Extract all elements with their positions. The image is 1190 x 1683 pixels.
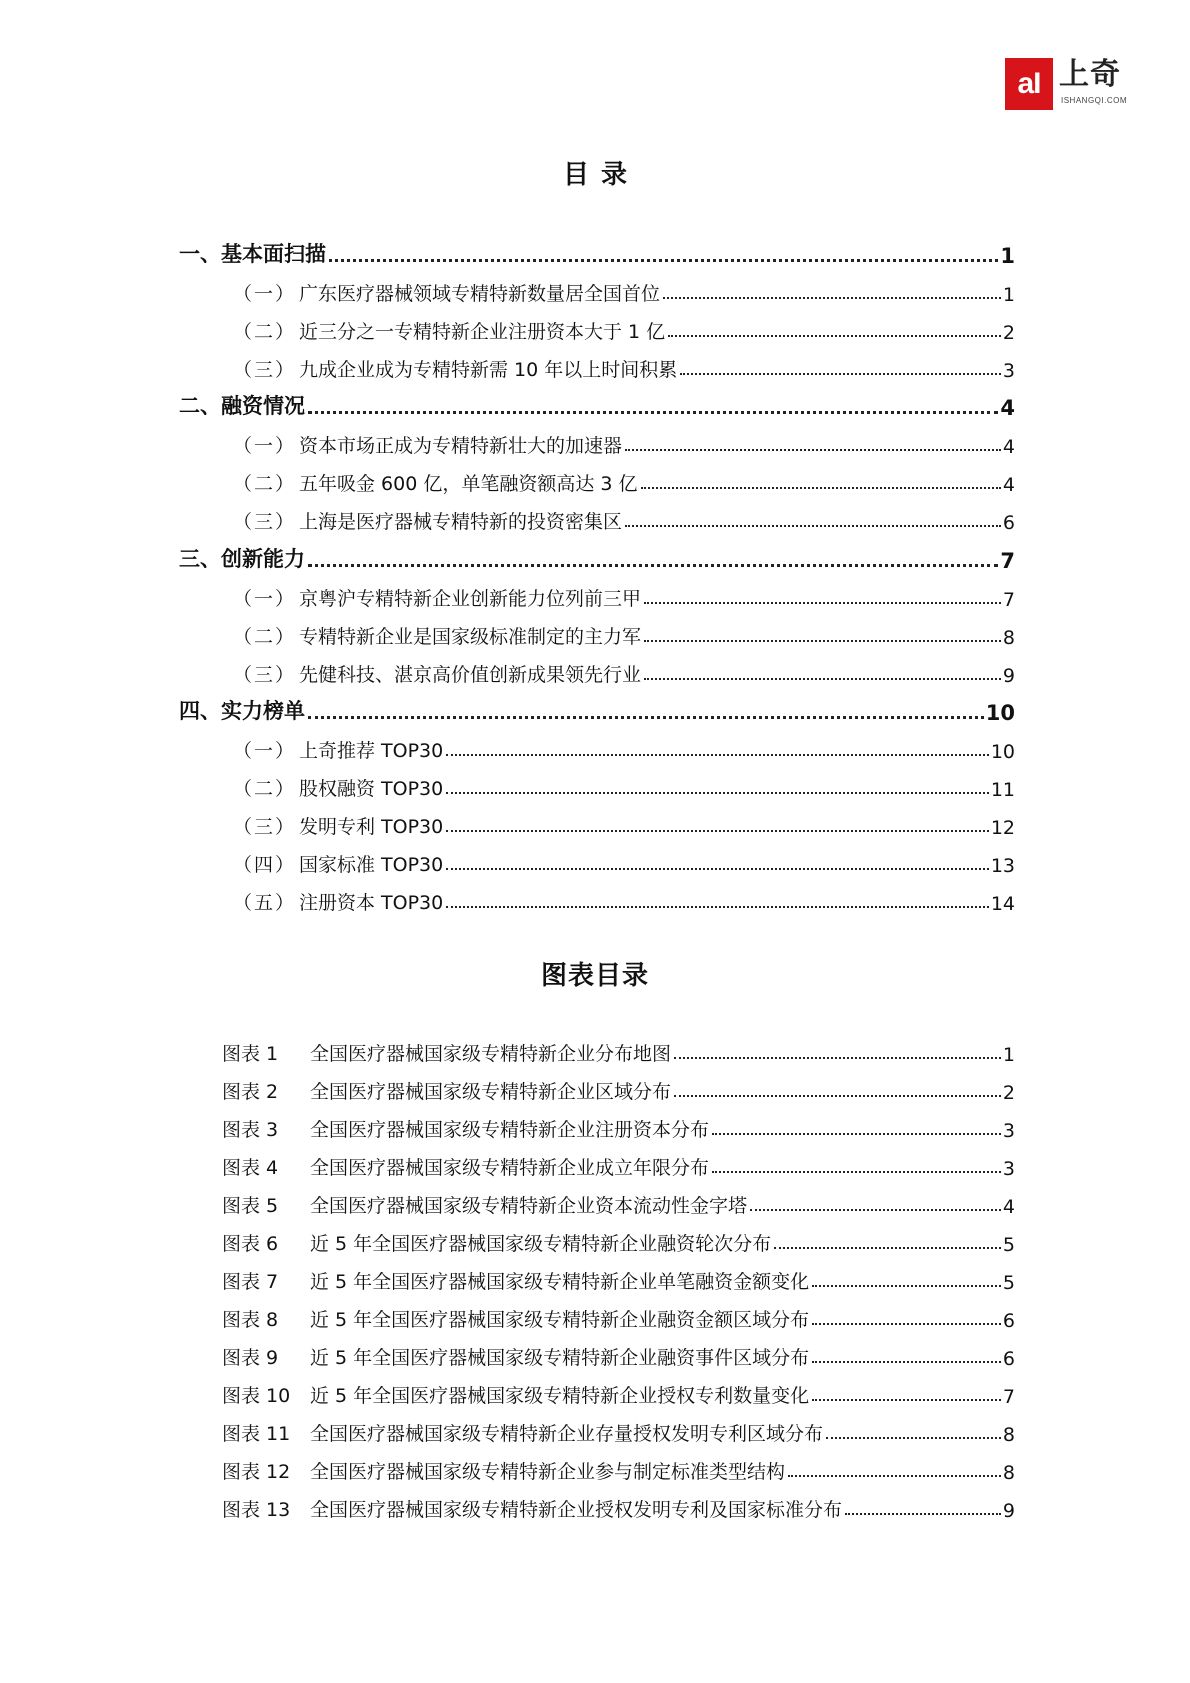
figure-page-number: 4 [1002, 1196, 1015, 1218]
toc-page-number: 6 [1002, 512, 1015, 534]
toc-subsection[interactable] [179, 268, 1015, 306]
toc-page-number: 2 [1002, 321, 1015, 344]
toc-section[interactable] [179, 382, 1015, 421]
figure-page-number: 3 [1002, 1120, 1015, 1142]
figure-entry[interactable] [222, 1066, 1015, 1104]
toc-page-number: 11 [990, 779, 1015, 801]
toc-subsection-title: 近三分之一专精特新企业注册资本大于 1 亿 [299, 320, 666, 343]
toc-page-number: 7 [1000, 548, 1015, 573]
dot-leader [644, 640, 1001, 642]
toc-subsection-title: 上海是医疗器械专精特新的投资密集区 [299, 511, 623, 533]
dot-leader [812, 1361, 1001, 1363]
toc-subsection-title: 注册资本 TOP30 [299, 892, 444, 914]
toc-subsection[interactable] [179, 496, 1015, 534]
figure-title: 全国医疗器械国家级专精特新企业分布地图 [310, 1043, 672, 1065]
figure-title: 近 5 年全国医疗器械国家级专精特新企业单笔融资金额变化 [310, 1271, 810, 1293]
toc-section-number: 一、 [179, 241, 221, 266]
figure-number: 图表 9 [222, 1347, 279, 1369]
toc-subsection[interactable] [179, 839, 1015, 877]
dot-leader [625, 525, 1001, 527]
toc-section-number: 四、 [179, 699, 221, 723]
toc-section-number: 二、 [179, 394, 221, 418]
toc-subsection-number: （三） [233, 663, 297, 686]
figure-page-number: 6 [1002, 1310, 1015, 1332]
dot-leader [446, 906, 989, 908]
toc-subsection-title: 先健科技、湛京高价值创新成果领先行业 [299, 663, 642, 686]
toc-subsection-number: （一） [233, 282, 297, 305]
dot-leader [712, 1171, 1001, 1173]
toc-subsection-title: 五年吸金 600 亿，单笔融资额高达 3 亿 [299, 473, 638, 495]
toc-section[interactable] [179, 687, 1015, 726]
figure-entry[interactable] [222, 1256, 1015, 1294]
toc-subsection[interactable] [179, 611, 1015, 649]
figure-entry[interactable] [222, 1028, 1015, 1066]
toc-page-number: 1 [1000, 243, 1015, 268]
dot-leader [446, 830, 989, 832]
dot-leader [845, 1513, 1001, 1515]
dot-leader [712, 1133, 1001, 1135]
toc-subsection[interactable] [179, 763, 1015, 801]
toc-page-number: 9 [1002, 664, 1015, 687]
toc-subsection-number: （二） [233, 625, 297, 648]
logo-url: ISHANGQI.COM [1061, 96, 1128, 105]
toc-subsection-number: （一） [233, 740, 297, 762]
figure-page-number: 9 [1002, 1500, 1015, 1522]
figure-page-number: 6 [1002, 1348, 1015, 1370]
figure-entry[interactable] [222, 1370, 1015, 1408]
figure-number: 图表 12 [222, 1461, 291, 1483]
figure-title: 全国医疗器械国家级专精特新企业存量授权发明专利区域分布 [310, 1423, 824, 1445]
toc-page-number: 4 [1002, 474, 1015, 496]
toc-subsection-number: （三） [233, 358, 297, 381]
figure-page-number: 8 [1002, 1462, 1015, 1484]
figure-page-number: 5 [1002, 1234, 1015, 1256]
dot-leader [644, 602, 1001, 604]
dot-leader [750, 1209, 1001, 1211]
figure-number: 图表 3 [222, 1119, 279, 1141]
figure-number: 图表 13 [222, 1499, 291, 1521]
toc-page-number: 10 [985, 701, 1015, 725]
figure-entry[interactable] [222, 1142, 1015, 1180]
figure-page-number: 8 [1002, 1424, 1015, 1446]
toc-subsection[interactable] [179, 344, 1015, 382]
dot-leader [812, 1285, 1001, 1287]
toc-subsection-number: （五） [233, 892, 297, 914]
dot-leader [788, 1475, 1001, 1477]
toc-subsection[interactable] [179, 458, 1015, 496]
figure-number: 图表 2 [222, 1081, 279, 1103]
dot-leader [308, 716, 984, 719]
figure-page-number: 7 [1002, 1386, 1015, 1408]
toc-subsection[interactable] [179, 877, 1015, 915]
toc-page-number: 12 [990, 817, 1015, 839]
dot-leader [774, 1247, 1001, 1249]
figure-title: 近 5 年全国医疗器械国家级专精特新企业授权专利数量变化 [310, 1385, 810, 1407]
figure-number: 图表 10 [222, 1385, 291, 1407]
figure-page-number: 1 [1002, 1044, 1015, 1066]
dot-leader [663, 297, 1001, 299]
figure-title: 全国医疗器械国家级专精特新企业区域分布 [310, 1081, 672, 1103]
dot-leader [668, 335, 1001, 337]
toc-page-number: 3 [1002, 359, 1015, 382]
figure-entry[interactable] [222, 1446, 1015, 1484]
figure-list-heading: 图表目录 [540, 961, 649, 991]
logo-name: 上奇 [1059, 57, 1121, 92]
figure-list [222, 1028, 1015, 1522]
toc-subsection-title: 发明专利 TOP30 [299, 816, 444, 838]
dot-leader [446, 792, 989, 794]
figure-entry[interactable] [222, 1180, 1015, 1218]
dot-leader [812, 1399, 1001, 1401]
toc-subsection-title: 京粤沪专精特新企业创新能力位列前三甲 [299, 587, 642, 610]
dot-leader [644, 678, 1001, 680]
figure-title: 近 5 年全国医疗器械国家级专精特新企业融资轮次分布 [310, 1233, 772, 1255]
toc-section-title: 基本面扫描 [221, 241, 326, 266]
toc-section[interactable] [179, 534, 1015, 573]
toc-subsection-number: （三） [233, 511, 297, 533]
logo-mark: aI [1005, 58, 1053, 110]
toc-subsection-number: （二） [233, 320, 297, 343]
toc-page-number: 8 [1002, 626, 1015, 649]
dot-leader [826, 1437, 1001, 1439]
figure-entry[interactable] [222, 1484, 1015, 1522]
toc-subsection-number: （一） [233, 587, 297, 610]
dot-leader [308, 411, 998, 414]
toc-subsection[interactable] [179, 420, 1015, 458]
figure-entry[interactable] [222, 1332, 1015, 1370]
toc-page-number: 13 [990, 855, 1015, 877]
toc-page-number: 1 [1002, 283, 1015, 306]
figure-number: 图表 5 [222, 1195, 279, 1217]
figure-title: 近 5 年全国医疗器械国家级专精特新企业融资金额区域分布 [310, 1309, 810, 1331]
toc-subsection-title: 资本市场正成为专精特新壮大的加速器 [299, 435, 623, 457]
figure-title: 全国医疗器械国家级专精特新企业成立年限分布 [310, 1157, 710, 1179]
logo [1005, 56, 1135, 114]
figure-title: 全国医疗器械国家级专精特新企业注册资本分布 [310, 1119, 710, 1141]
figure-entry[interactable] [222, 1104, 1015, 1142]
toc-section-title: 创新能力 [221, 546, 305, 571]
figure-title: 全国医疗器械国家级专精特新企业参与制定标准类型结构 [310, 1461, 786, 1483]
figure-page-number: 3 [1002, 1158, 1015, 1180]
toc-subsection-number: （一） [233, 435, 297, 457]
figure-number: 图表 11 [222, 1423, 291, 1445]
dot-leader [446, 868, 989, 870]
toc-subsection-title: 广东医疗器械领域专精特新数量居全国首位 [299, 282, 661, 305]
toc-section-title: 融资情况 [221, 394, 305, 418]
dot-leader [308, 564, 998, 567]
toc-subsection-number: （四） [233, 854, 297, 876]
dot-leader [625, 449, 1001, 451]
toc-subsection[interactable] [179, 573, 1015, 611]
figure-title: 近 5 年全国医疗器械国家级专精特新企业融资事件区域分布 [310, 1347, 810, 1369]
toc-subsection[interactable] [179, 801, 1015, 839]
dot-leader [680, 373, 1001, 375]
figure-number: 图表 1 [222, 1043, 279, 1065]
figure-number: 图表 6 [222, 1233, 279, 1255]
toc-heading: 目录 [562, 160, 639, 190]
toc-page-number: 14 [990, 893, 1015, 915]
figure-number: 图表 7 [222, 1271, 279, 1293]
toc-subsection-number: （二） [233, 473, 297, 495]
figure-number: 图表 8 [222, 1309, 279, 1331]
dot-leader [674, 1057, 1001, 1059]
toc-subsection-title: 国家标准 TOP30 [299, 854, 444, 876]
toc-subsection-number: （三） [233, 816, 297, 838]
toc-page-number: 4 [1002, 436, 1015, 458]
dot-leader [812, 1323, 1001, 1325]
toc-subsection-title: 上奇推荐 TOP30 [299, 740, 444, 762]
toc-section-title: 实力榜单 [221, 699, 305, 723]
toc-page-number: 4 [1000, 396, 1015, 420]
toc-subsection[interactable] [179, 725, 1015, 763]
toc-page-number: 10 [990, 741, 1015, 763]
figure-entry[interactable] [222, 1408, 1015, 1446]
figure-entry[interactable] [222, 1218, 1015, 1256]
dot-leader [446, 754, 989, 756]
figure-page-number: 5 [1002, 1272, 1015, 1294]
toc-subsection[interactable] [179, 649, 1015, 687]
dot-leader [641, 487, 1001, 489]
figure-number: 图表 4 [222, 1157, 279, 1179]
dot-leader [674, 1095, 1001, 1097]
toc-section-number: 三、 [179, 546, 221, 571]
toc-subsection-title: 九成企业成为专精特新需 10 年以上时间积累 [299, 358, 678, 381]
toc-subsection-title: 股权融资 TOP30 [299, 778, 444, 800]
dot-leader [329, 259, 998, 262]
figure-page-number: 2 [1002, 1082, 1015, 1104]
toc-list [179, 229, 1015, 915]
toc-subsection[interactable] [179, 306, 1015, 344]
toc-subsection-number: （二） [233, 778, 297, 800]
figure-title: 全国医疗器械国家级专精特新企业资本流动性金字塔 [310, 1195, 748, 1217]
figure-title: 全国医疗器械国家级专精特新企业授权发明专利及国家标准分布 [310, 1499, 843, 1521]
toc-page-number: 7 [1002, 588, 1015, 611]
toc-subsection-title: 专精特新企业是国家级标准制定的主力军 [299, 625, 642, 648]
toc-section[interactable] [179, 229, 1015, 268]
figure-entry[interactable] [222, 1294, 1015, 1332]
